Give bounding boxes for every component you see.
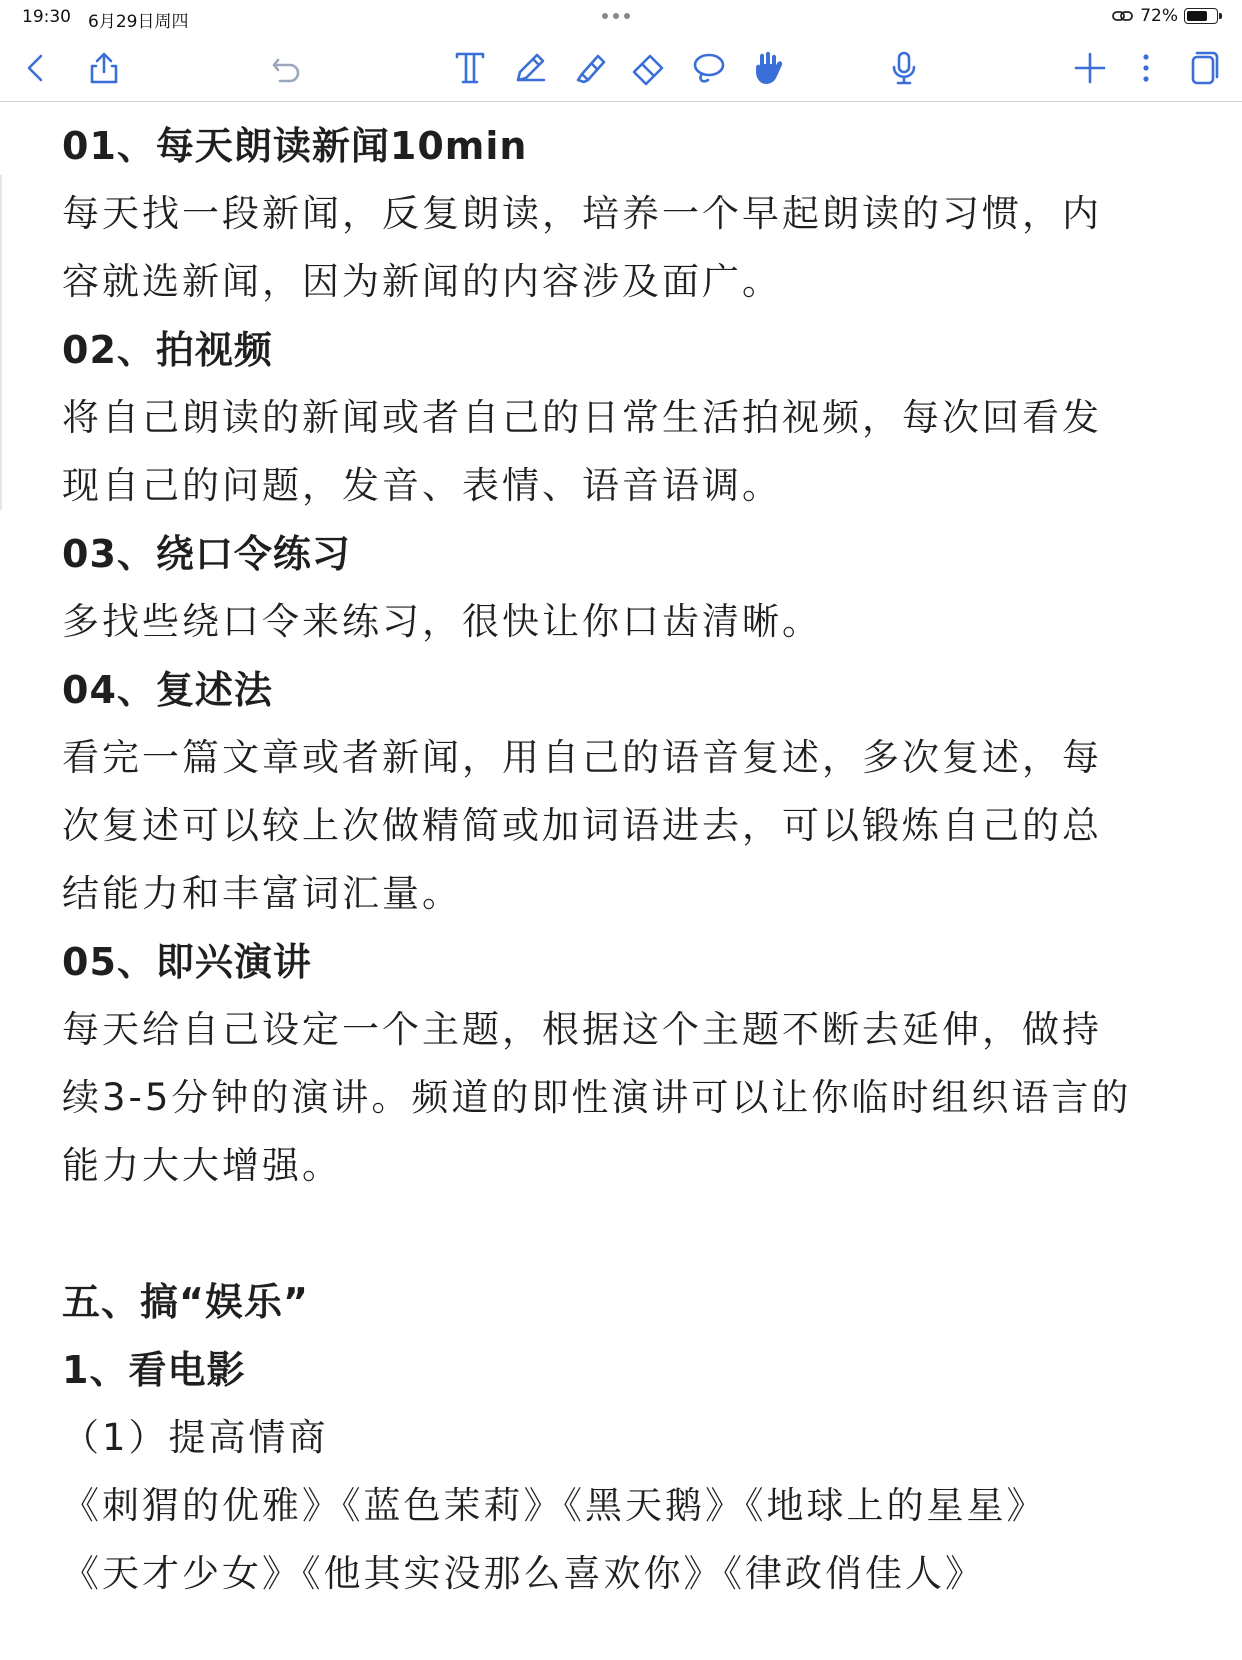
sub-heading: 1、看电影 xyxy=(62,1348,246,1392)
toolbar xyxy=(0,36,1242,102)
text-tool-icon[interactable] xyxy=(446,42,494,94)
microphone-icon[interactable] xyxy=(880,42,928,94)
link-icon xyxy=(1112,9,1134,23)
section-heading: 01、每天朗读新闻10min xyxy=(62,124,528,168)
body-line: 每天找一段新闻，反复朗读，培养一个早起朗读的习惯，内 xyxy=(62,192,1102,235)
hand-pointer-icon[interactable] xyxy=(744,42,792,94)
body-line: 多找些绕口令来练习，很快让你口齿清晰。 xyxy=(62,600,822,643)
blank-line xyxy=(62,1200,1182,1268)
status-right xyxy=(1112,6,1218,26)
body-line: 容就选新闻，因为新闻的内容涉及面广。 xyxy=(62,260,782,303)
section-heading: 02、拍视频 xyxy=(62,328,273,372)
pen-icon[interactable] xyxy=(506,42,554,94)
section-heading: 03、绕口令练习 xyxy=(62,532,351,576)
item-heading: （1）提高情商 xyxy=(62,1416,329,1459)
body-line: 结能力和丰富词汇量。 xyxy=(62,872,462,915)
section-heading: 04、复述法 xyxy=(62,668,273,712)
body-line: 将自己朗读的新闻或者自己的日常生活拍视频，每次回看发 xyxy=(62,396,1102,439)
more-icon[interactable] xyxy=(1122,42,1170,94)
back-icon[interactable] xyxy=(12,42,60,94)
add-icon[interactable] xyxy=(1066,42,1114,94)
body-line: 现自己的问题，发音、表情、语音语调。 xyxy=(62,464,782,507)
share-icon[interactable] xyxy=(80,42,128,94)
body-line: 看完一篇文章或者新闻，用自己的语音复述，多次复述，每 xyxy=(62,736,1102,779)
note-page[interactable] xyxy=(62,112,1182,1608)
section-heading: 05、即兴演讲 xyxy=(62,940,312,984)
movie-line: 《刺猬的优雅》《蓝色茉莉》《黑天鹅》《地球上的星星》 xyxy=(62,1484,1047,1527)
status-date: 6月29日周四 xyxy=(88,12,189,32)
body-line: 每天给自己设定一个主题，根据这个主题不断去延伸，做持 xyxy=(62,1008,1102,1051)
body-line: 次复述可以较上次做精简或加词语进去，可以锻炼自己的总 xyxy=(62,804,1102,847)
undo-icon[interactable] xyxy=(262,42,310,94)
movie-line: 《天才少女》《他其实没那么喜欢你》《律政俏佳人》 xyxy=(62,1552,985,1595)
battery-percent: 72% xyxy=(1140,6,1178,26)
page-margin-line xyxy=(0,175,2,510)
body-line: 续3-5分钟的演讲。频道的即性演讲可以让你临时组织语言的 xyxy=(62,1076,1132,1119)
battery-icon xyxy=(1184,8,1218,24)
multitasking-dots-icon[interactable] xyxy=(602,13,630,19)
body-line: 能力大大增强。 xyxy=(62,1144,342,1187)
status-bar xyxy=(0,0,1242,36)
lasso-icon[interactable] xyxy=(684,42,732,94)
highlighter-icon[interactable] xyxy=(566,42,614,94)
eraser-icon[interactable] xyxy=(624,42,672,94)
part-heading: 五、搞“娱乐” xyxy=(62,1280,309,1324)
pages-icon[interactable] xyxy=(1178,42,1226,94)
status-time: 19:30 xyxy=(22,7,71,27)
